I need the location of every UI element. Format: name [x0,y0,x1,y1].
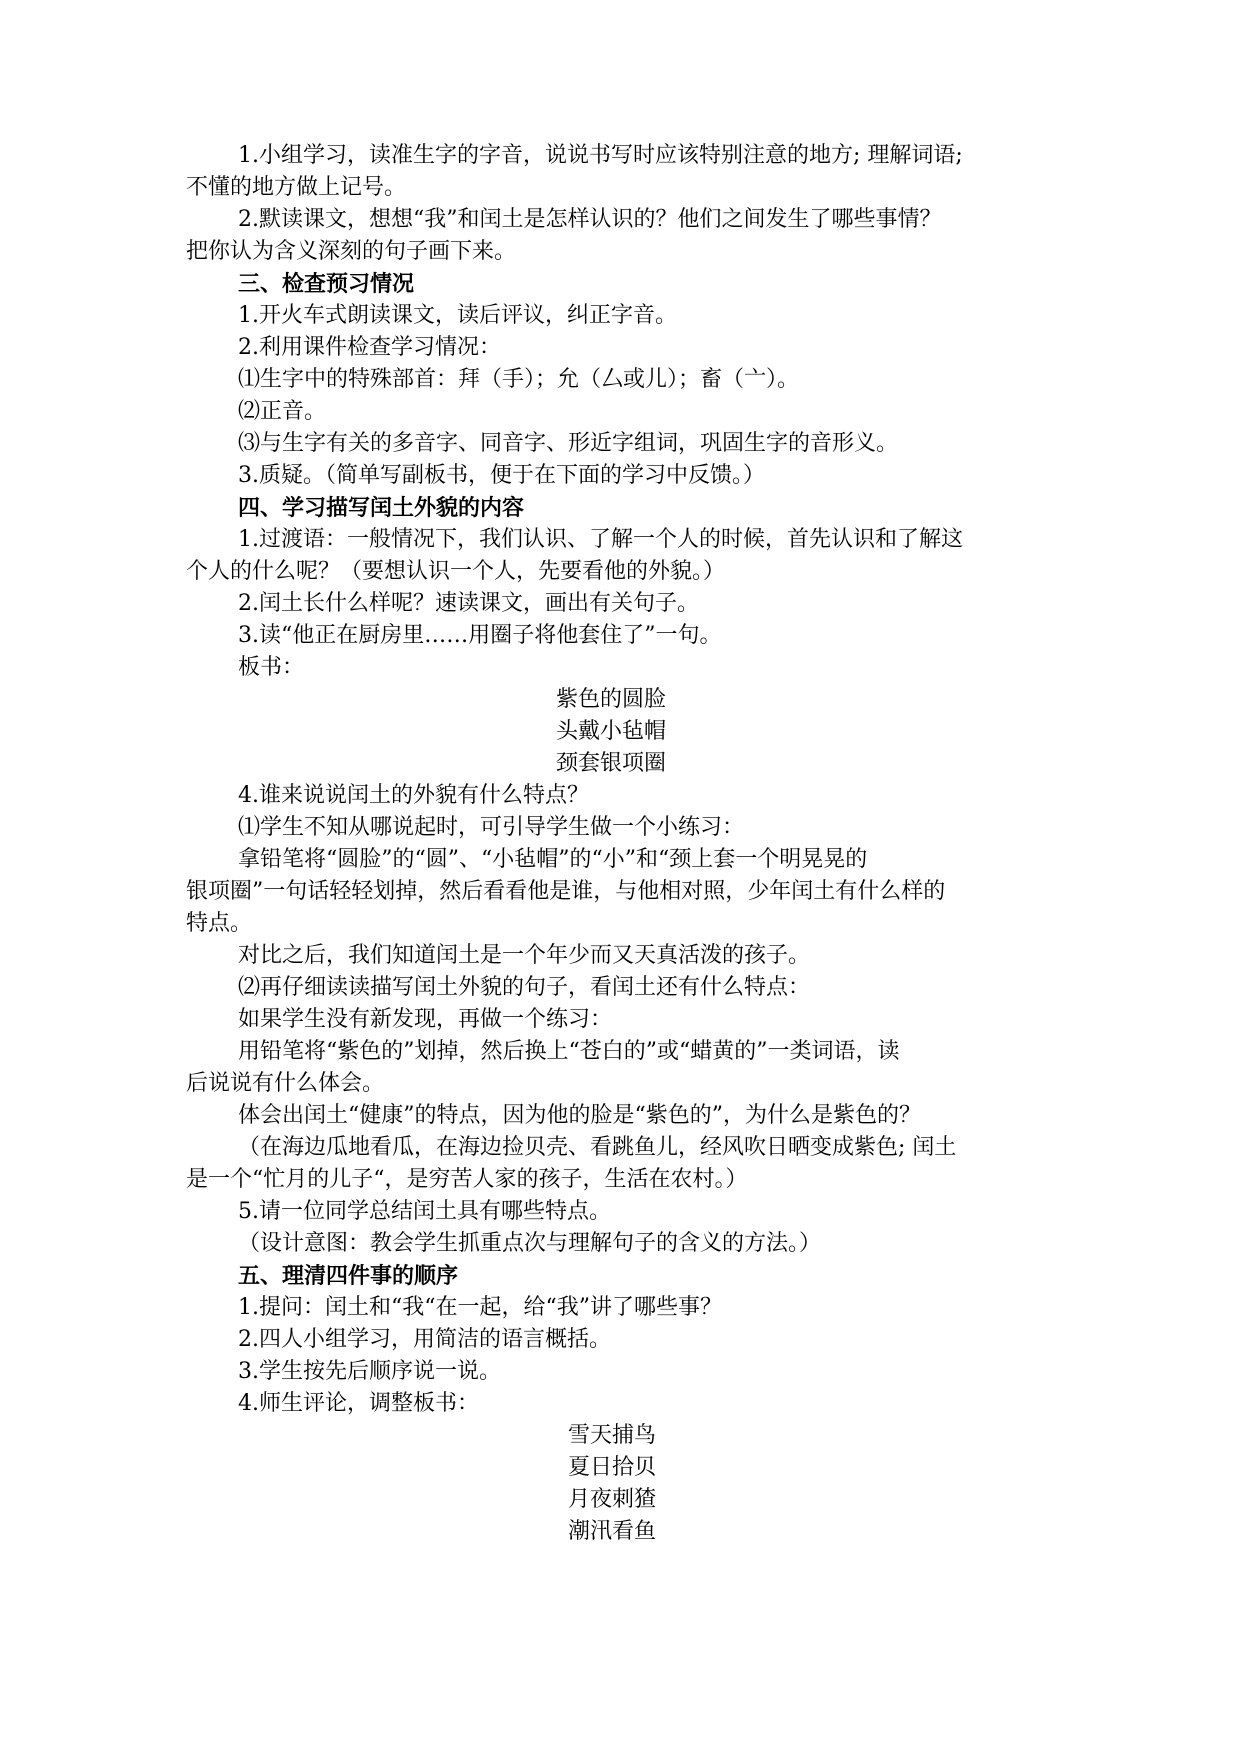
paragraph-line: 板书： [238,655,305,680]
paragraph-line: 3.读“他正在厨房里……用圈子将他套住了”一句。 [238,623,722,648]
paragraph-line: 银项圈”一句话轻轻划掉，然后看看他是谁，与他相对照，少年闰土有什么样的 [186,879,946,904]
paragraph-line: 5.请一位同学总结闰土具有哪些特点。 [238,1199,611,1224]
paragraph-line: 体会出闰土“健康”的特点，因为他的脸是“紫色的”，为什么是紫色的？ [238,1103,921,1128]
paragraph-line: 用铅笔将“紫色的”划掉，然后换上“苍白的”或“蜡黄的”一类词语，读 [238,1039,900,1064]
paragraph-line: ⑴生字中的特殊部首：拜（手）；允（厶或儿）；畜（亠）。 [238,367,800,392]
paragraph-line: 3.质疑。（简单写副板书，便于在下面的学习中反馈。） [238,463,765,488]
paragraph-line: ⑵正音。 [238,399,327,424]
paragraph-line: ⑶与生字有关的多音字、同音字、形近字组词，巩固生字的音形义。 [238,431,899,456]
paragraph-line: 2.默读课文，想想“我”和闰土是怎样认识的？他们之间发生了哪些事情？ [238,207,942,232]
board-note: 潮汛看鱼 [568,1519,657,1544]
paragraph-line: 后说说有什么体会。 [186,1071,385,1096]
board-note: 月夜刺猹 [568,1487,657,1512]
section-heading: 五、理清四件事的顺序 [238,1263,459,1289]
paragraph-line: 如果学生没有新发现，再做一个练习： [238,1007,613,1032]
section-heading: 三、检查预习情况 [238,271,415,297]
document-page [186,140,1056,1548]
paragraph-line: 4.谁来说说闰土的外貌有什么特点？ [238,783,589,808]
board-note: 紫色的圆脸 [556,687,667,712]
paragraph-line: 1.过渡语：一般情况下，我们认识、了解一个人的时候，首先认识和了解这 [238,527,963,552]
paragraph-line: 个人的什么呢？（要想认识一个人，先要看他的外貌。） [186,559,726,584]
board-note: 雪天捕鸟 [568,1423,657,1448]
board-note: 颈套银项圈 [556,751,667,776]
section-heading: 四、学习描写闰土外貌的内容 [238,495,525,521]
paragraph-line: 2.利用课件检查学习情况： [238,335,501,360]
board-note: 夏日拾贝 [568,1455,657,1480]
paragraph-line: 3.学生按先后顺序说一说。 [238,1359,501,1384]
paragraph-line: 特点。 [186,911,253,936]
paragraph-line: （在海边瓜地看瓜，在海边捡贝壳、看跳鱼儿，经风吹日晒变成紫色; 闰土 [238,1135,957,1160]
paragraph-line: 不懂的地方做上记号。 [186,175,407,200]
paragraph-line: 2.闰土长什么样呢？速读课文，画出有关句子。 [238,591,699,616]
paragraph-line: 4.师生评论，调整板书： [238,1391,479,1416]
paragraph-line: 1.提问：闰土和“我“在一起，给“我”讲了哪些事？ [238,1295,722,1320]
board-note: 头戴小毡帽 [556,719,667,744]
paragraph-line: 2.四人小组学习，用简洁的语言概括。 [238,1327,611,1352]
paragraph-line: ⑵再仔细读读描写闰土外貌的句子，看闰土还有什么特点： [238,975,811,1000]
paragraph-line: ⑴学生不知从哪说起时，可引导学生做一个小练习： [238,815,745,840]
paragraph-line: 1.小组学习，读准生字的字音，说说书写时应该特别注意的地方; 理解词语; [238,143,963,168]
paragraph-line: 拿铅笔将“圆脸”的“圆”、“小毡帽”的“小”和“颈上套一个明晃晃的 [238,847,868,872]
paragraph-line: 把你认为含义深刻的句子画下来。 [186,239,517,264]
paragraph-line: 1.开火车式朗读课文，读后评议，纠正字音。 [238,303,677,328]
paragraph-line: 是一个“忙月的儿子“，是穷苦人家的孩子，生活在农村。） [186,1167,748,1192]
paragraph-line: 对比之后，我们知道闰土是一个年少而又天真活泼的孩子。 [238,943,811,968]
paragraph-line: （设计意图：教会学生抓重点次与理解句子的含义的方法。） [238,1231,822,1256]
